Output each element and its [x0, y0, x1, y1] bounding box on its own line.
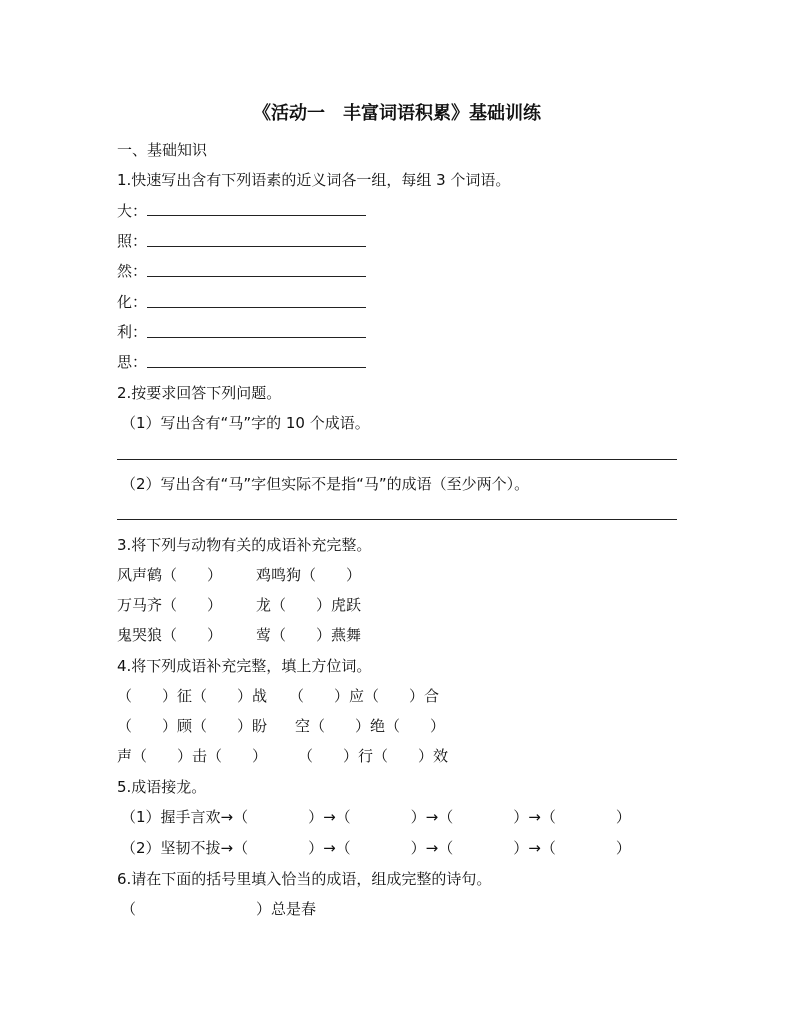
q2-sub-2: （2）写出含有“马”字但实际不是指“马”的成语（至少两个）。 — [121, 475, 530, 493]
idiom-blank[interactable]: 鬼哭狼（ ） — [117, 626, 223, 644]
poem-blank[interactable]: （ ）总是春 — [121, 900, 317, 918]
question-2: 2.按要求回答下列问题。 — [117, 384, 282, 402]
answer-line[interactable] — [147, 367, 366, 368]
idiom-blank[interactable]: 鸡鸣狗（ ） — [256, 566, 362, 584]
idiom-blank[interactable]: （ ）顾（ ）盼 — [117, 717, 268, 735]
q1-item-li: 利： — [117, 323, 148, 341]
question-4: 4.将下列成语补充完整，填上方位词。 — [117, 657, 372, 675]
q1-item-hua: 化： — [117, 293, 148, 311]
idiom-blank[interactable]: 万马齐（ ） — [117, 596, 223, 614]
q1-item-si: 思： — [117, 353, 148, 371]
q1-item-zhao: 照： — [117, 232, 148, 250]
idiom-blank[interactable]: （ ）行（ ）效 — [298, 747, 449, 765]
answer-line[interactable] — [117, 519, 677, 520]
q2-sub-1: （1）写出含有“马”字的 10 个成语。 — [121, 414, 370, 432]
q1-item-da: 大： — [117, 202, 148, 220]
idiom-blank[interactable]: 莺（ ）燕舞 — [256, 626, 362, 644]
question-6: 6.请在下面的括号里填入恰当的成语，组成完整的诗句。 — [117, 870, 492, 888]
idiom-chain[interactable]: （2）坚韧不拔→（ ）→（ ）→（ ）→（ ） — [121, 839, 631, 857]
answer-line[interactable] — [147, 215, 366, 216]
idiom-blank[interactable]: 风声鹤（ ） — [117, 566, 223, 584]
question-5: 5.成语接龙。 — [117, 778, 207, 796]
answer-line[interactable] — [147, 246, 366, 247]
answer-line[interactable] — [147, 307, 366, 308]
idiom-blank[interactable]: （ ）应（ ）合 — [289, 687, 440, 705]
question-3: 3.将下列与动物有关的成语补充完整。 — [117, 536, 372, 554]
answer-line[interactable] — [147, 337, 366, 338]
section-heading: 一、基础知识 — [117, 141, 208, 159]
idiom-blank[interactable]: 空（ ）绝（ ） — [295, 717, 446, 735]
idiom-blank[interactable]: （ ）征（ ）战 — [117, 687, 268, 705]
answer-line[interactable] — [117, 459, 677, 460]
answer-line[interactable] — [147, 276, 366, 277]
idiom-blank[interactable]: 声（ ）击（ ） — [117, 747, 268, 765]
q1-item-ran: 然： — [117, 262, 148, 280]
idiom-blank[interactable]: 龙（ ）虎跃 — [256, 596, 362, 614]
idiom-chain[interactable]: （1）握手言欢→（ ）→（ ）→（ ）→（ ） — [121, 808, 631, 826]
page-title: 《活动一 丰富词语积累》基础训练 — [253, 103, 541, 124]
question-1: 1.快速写出含有下列语素的近义词各一组，每组 3 个词语。 — [117, 171, 511, 189]
